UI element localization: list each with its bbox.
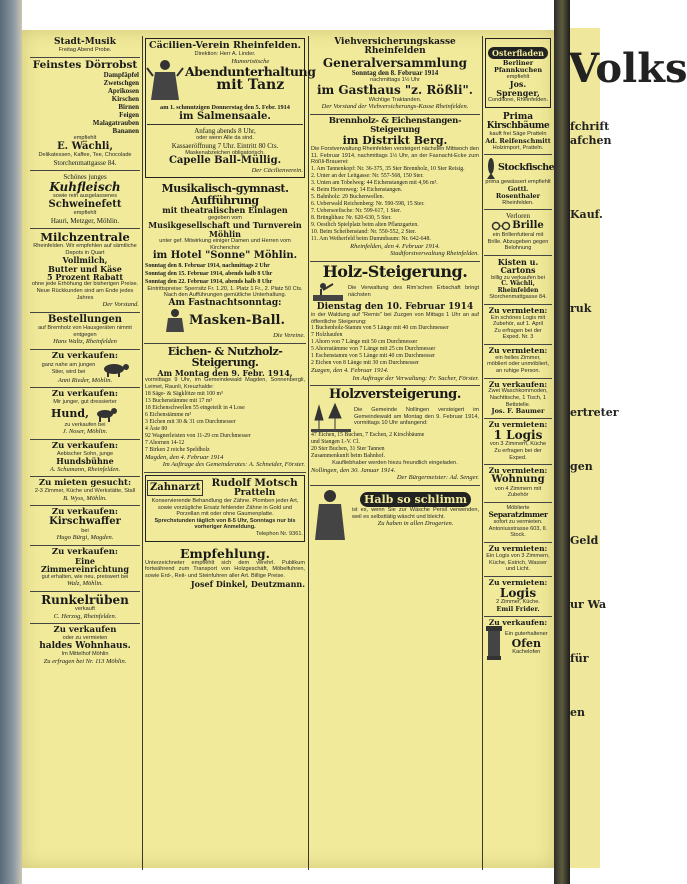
ad-item: 18 Eichenschwellen 55 eingeteilt in 4 Lose xyxy=(145,404,245,411)
ad-item: 1 Ahorn von 7 Länge mit 50 cm Durchmesser xyxy=(311,339,418,346)
right-page-edge xyxy=(568,28,687,868)
ad-osterfladen xyxy=(485,38,551,108)
column-rule xyxy=(308,36,309,870)
ad-text: Kaufliebhaber werden hiezu freundlich eingeladen. xyxy=(332,459,458,466)
ad-item: 20 Ster Buchen, 31 Ster Tannen xyxy=(311,445,385,452)
ad-text: Anfang abends 8 Uhr, xyxy=(194,127,256,136)
ad-date: Am Montag den 9. Febr. 1914, xyxy=(157,368,293,379)
book-gutter xyxy=(554,0,570,884)
ad-title: Zu vermieten: xyxy=(488,420,548,429)
ad-ofen xyxy=(484,617,552,664)
ad-item: 5. Bahnholz: 29 Buchenwellen. xyxy=(311,193,384,200)
ad-line: Malagatrauben xyxy=(92,119,139,128)
ad-item: 10. Beim Scheibenstand: Nr. 550-552, 2 Ster. xyxy=(311,228,416,235)
ad-text: Holzimport, Pratteln. xyxy=(492,144,544,151)
ad-item: 2. Unter an der Leitgasse: Nr. 557-568, 150 Ster. xyxy=(311,172,424,179)
ad-title: Musikalisch-gymnast. Aufführung xyxy=(161,182,289,207)
ad-name: C. Herzog, Rheinfelden. xyxy=(53,612,117,620)
ad-title: Schönes junges xyxy=(63,172,107,181)
ad-footer: Zu erfragen bei der Exped. Nr. 3 xyxy=(494,327,542,341)
ad-title: Feinstes Dörrobst xyxy=(32,59,138,72)
ad-text: auf Bremholz von Hausgeräten nimmt entgegen xyxy=(38,325,132,338)
ad-title: Milchzentrale xyxy=(40,230,130,245)
ad-big: Abendunterhaltung xyxy=(185,64,316,80)
ad-text: von 4 Zimmern mit Zubehör xyxy=(494,485,542,499)
ad-footer: Im Auftrage des Gemeinderates: A. Schneider, Förster. xyxy=(162,461,305,469)
ad-item: 47 Eichen, 15 Buchen, 7 Eschen, 2 Kirschbäume xyxy=(311,431,425,438)
ad-name: Jos. F. Baumer xyxy=(491,407,545,416)
ad-text: Direktion: Herr A. Linder. xyxy=(194,50,256,57)
ad-footer: Die Vereine. xyxy=(273,332,305,340)
ad-item: 1 Eschenstamm von 5 Länge mit 40 cm Durchmesser xyxy=(311,353,435,360)
ad-text: ohne jede Erhöhung der bisherigen Preise. Neue Rückkunden sind am Ende jedes Jahres xyxy=(31,281,139,301)
ad-date: Sonntag den 8. Februar 1914 xyxy=(351,69,439,78)
ad-place: im Gasthaus "z. Rößli". xyxy=(317,83,473,98)
ad-text: 2-3 Zimmer, Küche und Werkstätte, Stall xyxy=(34,488,136,495)
ad-kuhfleisch xyxy=(30,171,140,229)
ad-text: bei xyxy=(81,527,89,534)
ad-vermieten-1 xyxy=(484,305,552,345)
ad-date: Dienstag den 10. Februar 1914 xyxy=(316,301,474,312)
ad-band: Capelle Ball-Müllig. xyxy=(168,155,282,167)
ad-title: Zu vermieten: xyxy=(488,345,548,355)
ad-name: Hugo Bürgi, Magden. xyxy=(56,534,114,542)
ad-line: Aprikosen xyxy=(107,87,139,96)
ad-big: Hund, xyxy=(51,407,89,421)
ad-text: Kachelofen xyxy=(512,649,541,656)
ad-item: 6. Ueberwald Reichenberg: Nr. 590-598, 15 Ster. xyxy=(311,200,425,207)
ad-text: unter gef. Mitwirkung einiger Damen und Herren vom Kirchenchor xyxy=(159,238,291,251)
ad-text: Wichtige Traktanden. xyxy=(368,96,422,103)
ad-title: Cäcilien-Verein Rheinfelden. xyxy=(149,40,301,51)
ad-text: oder wenn Alle da sind. xyxy=(196,135,254,142)
ad-text: verkauft xyxy=(75,606,95,613)
ad-big: Logis xyxy=(499,585,537,600)
ad-text: oder zu vermieten xyxy=(62,635,108,642)
ad-text: Ein schönes Logis mit Zubehör, auf 1. April xyxy=(490,314,546,328)
ad-item: 8. Brünglihau: Nr. 620-630, 5 Ster. xyxy=(311,214,392,221)
right-masthead: Volks xyxy=(568,45,687,92)
ad-big: Kirschbäume xyxy=(486,121,550,132)
ad-title: Zu vermieten: xyxy=(488,305,548,315)
ad-big: Kisten u. Cartons xyxy=(497,257,539,276)
ad-logis-2 xyxy=(484,577,552,617)
ad-title: Zu verkaufen xyxy=(53,625,117,636)
clown-illustration-icon xyxy=(147,58,183,104)
ad-title: Zahnarzt xyxy=(147,480,203,497)
ad-date: Sonntag den 15. Februar 1914, abends halb 8 Uhr xyxy=(145,270,273,277)
ad-item: 7 Ahornen 14-12 xyxy=(145,439,185,446)
ad-text: ist es, wenn Sie zur Wäsche Persil verwenden, weil es selbsttätig wäscht und bleicht. xyxy=(352,507,479,520)
ad-big: Runkelrüben xyxy=(41,592,129,607)
ad-text: Conditorei, Rheinfelden. xyxy=(487,97,548,103)
ad-name: Hauri, Metzger, Möhlin. xyxy=(50,217,120,226)
ad-text: kauft frei Säge Pratteln xyxy=(489,131,547,138)
ad-item: und Stangen I.-V. Cl. xyxy=(311,438,360,445)
ad-text: Die Gemeinde Nollingen versteigert im Gemeindewald am Montag den 9. Februar 1914, vormittags 10 Uhr anfangend: xyxy=(354,407,479,427)
ad-brennholz-steigerung xyxy=(310,115,480,262)
ad-item: Zusammenkunft beim Bahnhof. xyxy=(311,452,385,459)
masked-figure-icon xyxy=(165,308,185,332)
ad-big: Kuhfleisch xyxy=(49,179,121,194)
ad-wohnung xyxy=(484,465,552,503)
ad-text: billig zu verkaufen bei xyxy=(491,274,545,281)
ad-line: Kirschen xyxy=(111,95,139,104)
ad-text: Freitag Abend Probe. xyxy=(58,47,112,54)
ad-date: Sonntag den 22. Februar 1914, abends halb 8 Uhr xyxy=(145,278,273,285)
dog-icon xyxy=(93,406,119,422)
ad-text: Humoristische xyxy=(231,57,270,65)
ad-stadtmusik xyxy=(30,36,140,58)
ad-big: Masken-Ball. xyxy=(188,312,286,328)
ad-bestellungen xyxy=(30,313,140,350)
right-fragment: ruk xyxy=(570,302,592,315)
ad-big: mit Tanz xyxy=(216,77,285,94)
ad-place: Magden, den 4. Februar 1914 xyxy=(145,453,224,461)
woodcutter-illustration-icon xyxy=(311,281,345,303)
ad-line: Zwetschgen xyxy=(103,79,139,88)
ad-text: Ein Logis von 3 Zimmern, Küche, Estrich, Wasser und Licht. xyxy=(486,552,550,573)
ad-vermieten-3 xyxy=(484,543,552,577)
ad-name: Jos. Sprenger, xyxy=(496,79,540,98)
ad-name: E. Wächli, xyxy=(57,140,113,152)
ad-title: Zu verkaufen: xyxy=(51,440,119,451)
right-fragment: für xyxy=(570,652,589,665)
ad-title: Prima xyxy=(502,111,534,122)
ad-footer: Antoniusstrasse 603, II. Stock. xyxy=(488,525,548,539)
ad-text: Storchenmattgasse 84. xyxy=(489,294,547,301)
ad-title: Zu vermieten: xyxy=(488,577,548,587)
column-rule xyxy=(482,36,483,870)
ad-place: Nollingen, den 30. Januar 1914. xyxy=(311,466,396,474)
ad-big: Separatzimmer xyxy=(488,510,548,520)
ad-item: 11. Am Weiherfeld beim Dummbaum: Nr. 642-648. xyxy=(311,235,431,242)
ad-title: Zu verkaufen: xyxy=(51,350,119,361)
ad-item: 92 Wagnerleisten von 11-29 cm Durchmesser xyxy=(145,432,251,439)
ad-item: 3 Eichen mit 30 & 31 cm Durchmesser xyxy=(145,418,236,425)
ad-line: Vollmilch, xyxy=(62,255,108,266)
ad-title: Zu verkaufen: xyxy=(488,617,548,627)
ad-title: Bestellungen xyxy=(47,313,123,325)
ad-musikalisch-gymnastisch xyxy=(144,181,306,344)
column-rule xyxy=(142,36,143,870)
ad-big: Schweinefett xyxy=(48,198,122,210)
ad-verkaufen-moebel xyxy=(484,379,552,419)
glasses-icon xyxy=(492,220,510,232)
ad-name: Walz, Möhlin. xyxy=(66,580,104,588)
ad-line: 5 Prozent Rabatt xyxy=(46,272,124,283)
ad-text: Am Fastnachtsonntag: xyxy=(168,297,282,308)
ad-milchzentrale xyxy=(30,229,140,313)
ad-zahnarzt xyxy=(145,475,305,542)
ad-eichen-nutzholz xyxy=(144,344,306,473)
right-fragment: afchen xyxy=(570,134,612,147)
ad-footer: Storchenmattgasse 84. xyxy=(53,158,117,167)
ad-title: Holzversteigerung. xyxy=(328,387,461,403)
ad-text: Zu haben in allen Drogerien. xyxy=(377,520,454,528)
ad-text: Ein guterhaltener xyxy=(505,631,548,638)
ad-big: 1 Logis xyxy=(493,427,543,442)
ad-title: Empfehlung. xyxy=(180,545,270,561)
ad-line: Birnen xyxy=(118,103,139,112)
ad-big: Brille xyxy=(512,220,544,232)
ad-place: im Salmensaale. xyxy=(179,110,271,122)
ad-text: ganz nahe am jungen Stier, wird bei xyxy=(41,362,96,375)
ad-item: 4 Äste 80 xyxy=(145,425,168,432)
ad-brille xyxy=(484,210,552,256)
ad-verkaufen-hund xyxy=(30,388,140,440)
ad-verkaufen-stier xyxy=(30,350,140,388)
ad-text: gegeben vom xyxy=(208,214,242,221)
ad-name: Ad. Reifenschmitt xyxy=(485,137,551,146)
ad-item: 13 Buchenstämme mit 17 m³ xyxy=(145,397,213,404)
ad-title: Zu verkaufen: xyxy=(51,507,119,518)
ad-sub: mit theatralischen Einlagen xyxy=(162,205,288,216)
ad-text: Die Forstverwaltung Rheinfelden versteigert nächsten Mittwoch den 11. Februar 1914, nachmittags 1½ Uhr, an der Fasnacht-Ecke zum Rößli-Brauerei: xyxy=(311,146,479,166)
ad-item: 7 Birken 2 reiche Speldholz xyxy=(145,446,210,453)
ad-item: 9. Oestlich Spielplatz beim alten Pflanzgarten. xyxy=(311,221,419,228)
ad-text: Die Verwaltung des Rim'schen Erbschaft bringt nächsten xyxy=(348,285,479,298)
ad-stockfische xyxy=(484,155,555,210)
ad-text: Maskenabzeichen obligatorisch. xyxy=(185,149,265,156)
ad-text: in der Waldung auf "Remis" bei Zuzgen von Mittags 1 Uhr an auf öffentliche Steigerung: xyxy=(311,312,479,325)
ad-item: 6 Eichenstämme m³ xyxy=(145,411,192,418)
ad-footer: Der Vorstand der Viehversicherungs-Kasse Rheinfelden. xyxy=(321,103,469,111)
ad-vermieten-2 xyxy=(484,345,552,379)
column-2 xyxy=(144,36,316,870)
right-fragment: gen xyxy=(570,460,593,473)
ad-kisten-cartons xyxy=(484,256,552,305)
right-fragment: Geld xyxy=(570,534,599,547)
ad-footer: Stadtforstverwaltung Rheinfelden. xyxy=(390,250,479,258)
ad-line: Butter und Käse xyxy=(48,263,122,274)
ad-title: Zu vermieten: xyxy=(488,544,548,554)
ad-text: ein Brillenfutteral mit Brille. Abzugeben gegen Belohnung xyxy=(487,232,549,252)
ad-big: Stockfische xyxy=(498,162,555,174)
ad-name: Josef Dinkel, Deutzmann. xyxy=(190,578,305,589)
book-cover-edge xyxy=(0,0,22,884)
ad-doerrobst xyxy=(30,58,140,171)
ad-item: 1 Buchenholz-Stamm von 5 Länge mit 40 cm Durchmesser xyxy=(311,325,449,332)
washerwoman-illustration-icon xyxy=(311,488,349,542)
ad-title: Zu mieten gesucht: xyxy=(38,478,132,489)
ad-item: 5 Ahornstämme von 7 Länge mit 25 cm Durchmesser xyxy=(311,346,436,353)
ad-line: Dampfäpfel xyxy=(103,71,139,80)
ad-runkelrueben xyxy=(30,592,140,625)
ad-name: J. Noser, Möhlin. xyxy=(62,428,108,436)
ad-place: Zuzgen, den 4. Februar 1914. xyxy=(311,367,389,375)
ad-title: Zu verkaufen: xyxy=(51,389,119,400)
ad-empfehlung xyxy=(144,545,306,591)
ad-viehversicherung xyxy=(310,36,480,115)
ad-text: von 3 Zimmern, Küche xyxy=(489,441,547,448)
ad-big: Eine Zimmereinrichtung xyxy=(41,555,129,575)
ad-text: Zwei Waschkommoden, Nachttische, 1 Tisch, 1 Bettstelle. xyxy=(488,388,548,408)
ad-footer: Zu erfragen bei Nr. 113 Möhlin. xyxy=(43,657,127,665)
ad-text: empfiehlt xyxy=(506,73,530,80)
ad-wohnhaus xyxy=(30,624,140,668)
ad-text: gut erhalten, wie neu, preiswert bei xyxy=(41,573,129,580)
ad-phone: Telephon Nr. 9361. xyxy=(256,531,303,538)
ad-name: A. Schumann, Rheinfelden. xyxy=(49,465,121,473)
ad-name: Hans Waltz, Rheinfelden xyxy=(53,338,117,346)
ad-item: 1. Am Tannenkopf: Nr. 36-375, 35 Ster Brennholz, 10 Ster Reisig. xyxy=(311,165,465,172)
ad-big: Hundsbühne xyxy=(56,456,114,467)
ad-text: prima gewässert empfiehlt xyxy=(485,179,551,186)
ad-text: Sprechstunden täglich von 8-5 Uhr, Sonntags nur bis vorheriger Anmeldung. xyxy=(154,517,296,531)
ad-big: Generalversammlung xyxy=(322,55,468,70)
ad-org: Musikgesellschaft und Turnverein Möhlin xyxy=(148,220,302,239)
ad-banner: Halb so schlimm xyxy=(360,492,471,508)
ad-holzversteigerung xyxy=(310,386,480,485)
ad-verkaufen-hundsbuehne xyxy=(30,440,140,477)
ad-big: haldes Wohnhaus. xyxy=(39,640,131,651)
ad-line: Bananen xyxy=(112,127,139,136)
column-1 xyxy=(30,36,140,870)
column-4 xyxy=(484,36,555,870)
ad-name: Emil Frider. xyxy=(496,604,540,613)
ad-item: 7. Ueberseefische: Nr. 599-617, 1 Ster. xyxy=(311,207,401,214)
ad-text: Im Mittelhof Möhlin xyxy=(61,651,109,658)
ad-text: sofort zu vermieten. xyxy=(493,519,543,526)
ad-mieten-gesucht xyxy=(30,477,140,506)
ad-big: Wohnung xyxy=(491,474,545,486)
ad-place: Rheinfelden, den 4. Februar 1914. xyxy=(350,242,440,250)
ad-logis xyxy=(484,419,552,465)
right-fragment: Kauf. xyxy=(570,208,603,221)
ad-text: sowie rein ausgelassenes xyxy=(52,193,118,200)
ad-text: empfiehlt xyxy=(73,210,97,217)
ad-separatzimmer xyxy=(484,503,552,543)
ad-text: Delikatessen, Kaffee, Tee, Chocolade xyxy=(38,152,132,159)
right-fragment: ertreter xyxy=(570,406,619,419)
cow-icon xyxy=(100,361,130,377)
ad-kirschbaeume xyxy=(484,111,552,156)
ad-title: Möblierte xyxy=(506,504,530,511)
ad-title: Viehversicherungskasse Rheinfelden xyxy=(334,37,456,57)
ad-halb-so-schlimm xyxy=(310,486,480,545)
ad-title: Osterfladen xyxy=(488,47,548,59)
ad-text: zu verkaufen bei xyxy=(64,421,106,428)
ad-kirschwasser xyxy=(30,506,140,546)
ad-holz-steigerung xyxy=(310,262,480,386)
ad-item: 3. Unten am Tobelweg: 44 Eichenstangen mit 4,96 m³. xyxy=(311,179,438,186)
ad-date: am 1. schmutzigen Donnerstag den 5. Febr. 1914 xyxy=(160,103,290,111)
ad-title: Verloren xyxy=(505,212,531,221)
ad-text: Konservierende Behandlung der Zähne. Plomben jeder Art, sowie vorzügliche Ersatz fehlender Zähne in Gold und Porzellan mit oder ohne Gaumenplatte. xyxy=(151,498,299,518)
right-fragment: fchrift xyxy=(570,120,610,133)
ad-name: Rudolf Motsch xyxy=(211,476,298,489)
ad-zimmereinrichtung xyxy=(30,546,140,592)
ad-name: C. Wächli, Rheinfelden xyxy=(497,280,539,294)
ad-text: Eintrittspreise: Sperrsitz Fr. 1.20, 1. Platz 1 Fr., 2. Platz 50 Cts. xyxy=(147,285,303,292)
ad-date: Sonntag den 8. Februar 1914, nachmittags 2 Uhr xyxy=(145,262,270,269)
ad-title: Zu verkaufen: xyxy=(51,546,119,557)
column-3 xyxy=(310,36,480,870)
fish-icon xyxy=(485,157,497,179)
ad-title: Zu vermieten: xyxy=(488,466,548,476)
ad-item: 4. Beim Herrenweg: 14 Eichenstangen. xyxy=(311,186,403,193)
ad-text: Mir junger, gut dressierter xyxy=(53,399,117,406)
ad-text: Rheinfelden. Wir empfehlen auf sämtliche Depots in Quart xyxy=(33,243,137,256)
ad-title: Stadt-Musik xyxy=(54,37,116,47)
forest-illustration-icon xyxy=(311,402,351,432)
ad-footer: Im Auftrage der Verwaltung: Fr. Sacher, Förster. xyxy=(352,374,479,382)
stove-icon xyxy=(485,626,503,660)
ad-sub: Berliner Pfannkuchen xyxy=(493,59,543,74)
ad-title: Zu verkaufen: xyxy=(488,379,548,389)
ad-text: Aebischer Sohn, junge xyxy=(56,450,114,457)
ad-caecilien-verein xyxy=(145,38,316,178)
ad-text: Rheinfelden. xyxy=(502,199,534,206)
ad-big: Kirschwaffer xyxy=(49,516,121,528)
ad-text: vormittags 9 Uhr, im Gemeindewald Magden, Sonnenbergli, Leimet, Raunli, Kreuzhalde: xyxy=(145,377,305,390)
ad-footer: Zu erfragen bei der Exped. xyxy=(494,448,542,461)
ad-item: 18 Säge- & Sägklötze mit 100 m³ xyxy=(145,390,223,397)
ad-text: ein helles Zimmer, möbliert oder unmöbliert, an ruhige Person. xyxy=(487,354,549,374)
ad-line: Feigen xyxy=(119,111,139,120)
ad-name: Gottl. Rosenthaler xyxy=(495,185,541,200)
right-fragment: en xyxy=(570,706,585,719)
ad-text: Unterzeichneter empfiehlt sich dem verehrl. Publikum fortwährend zum Transport von Holzgeschäft, Möbelfuhren, sowie Erd-, Reit- und Steinfuhren aller Art. Billige Preise. xyxy=(145,559,305,579)
ad-title: Brennholz- & Eichenstangen-Steigerung xyxy=(328,115,462,135)
ad-footer: Der Cäcilienverein. xyxy=(251,166,303,174)
ad-title: Eichen- & Nutzholz-Steigerung. xyxy=(167,344,283,370)
ad-name: Anni Rieder, Möhlin. xyxy=(57,376,113,384)
ad-text: empfiehlt xyxy=(73,135,97,142)
ad-text: Kassaeröffnung 7 Uhr. Eintritt 80 Cts. xyxy=(171,141,279,150)
ad-text: Nach den Aufführungen gemütliche Unterhaltung. xyxy=(163,292,287,299)
ad-place: im Hotel "Sonne" Möhlin. xyxy=(152,250,298,262)
ad-town: Pratteln xyxy=(234,487,276,498)
right-fragment: ur Wa xyxy=(570,598,607,611)
ad-footer: Der Bürgermeister: Ad. Senger. xyxy=(396,474,479,482)
ad-big: Ofen xyxy=(511,636,541,650)
ad-text: nachmittags 1½ Uhr xyxy=(369,77,421,84)
ad-footer: Der Vorstand. xyxy=(102,301,139,309)
ad-name: B. Wyss, Möhlin. xyxy=(63,494,107,502)
ad-text: 2 Zimmer, Küche. xyxy=(496,599,540,606)
ad-item: 2 Eichen von 8 Länge mit 30 cm Durchmesser xyxy=(311,360,419,367)
ad-sub: im Distrikt Berg. xyxy=(342,133,448,147)
ad-title: Holz-Steigerung. xyxy=(322,261,468,281)
ad-item: 7 Holzhaufen xyxy=(311,332,343,339)
